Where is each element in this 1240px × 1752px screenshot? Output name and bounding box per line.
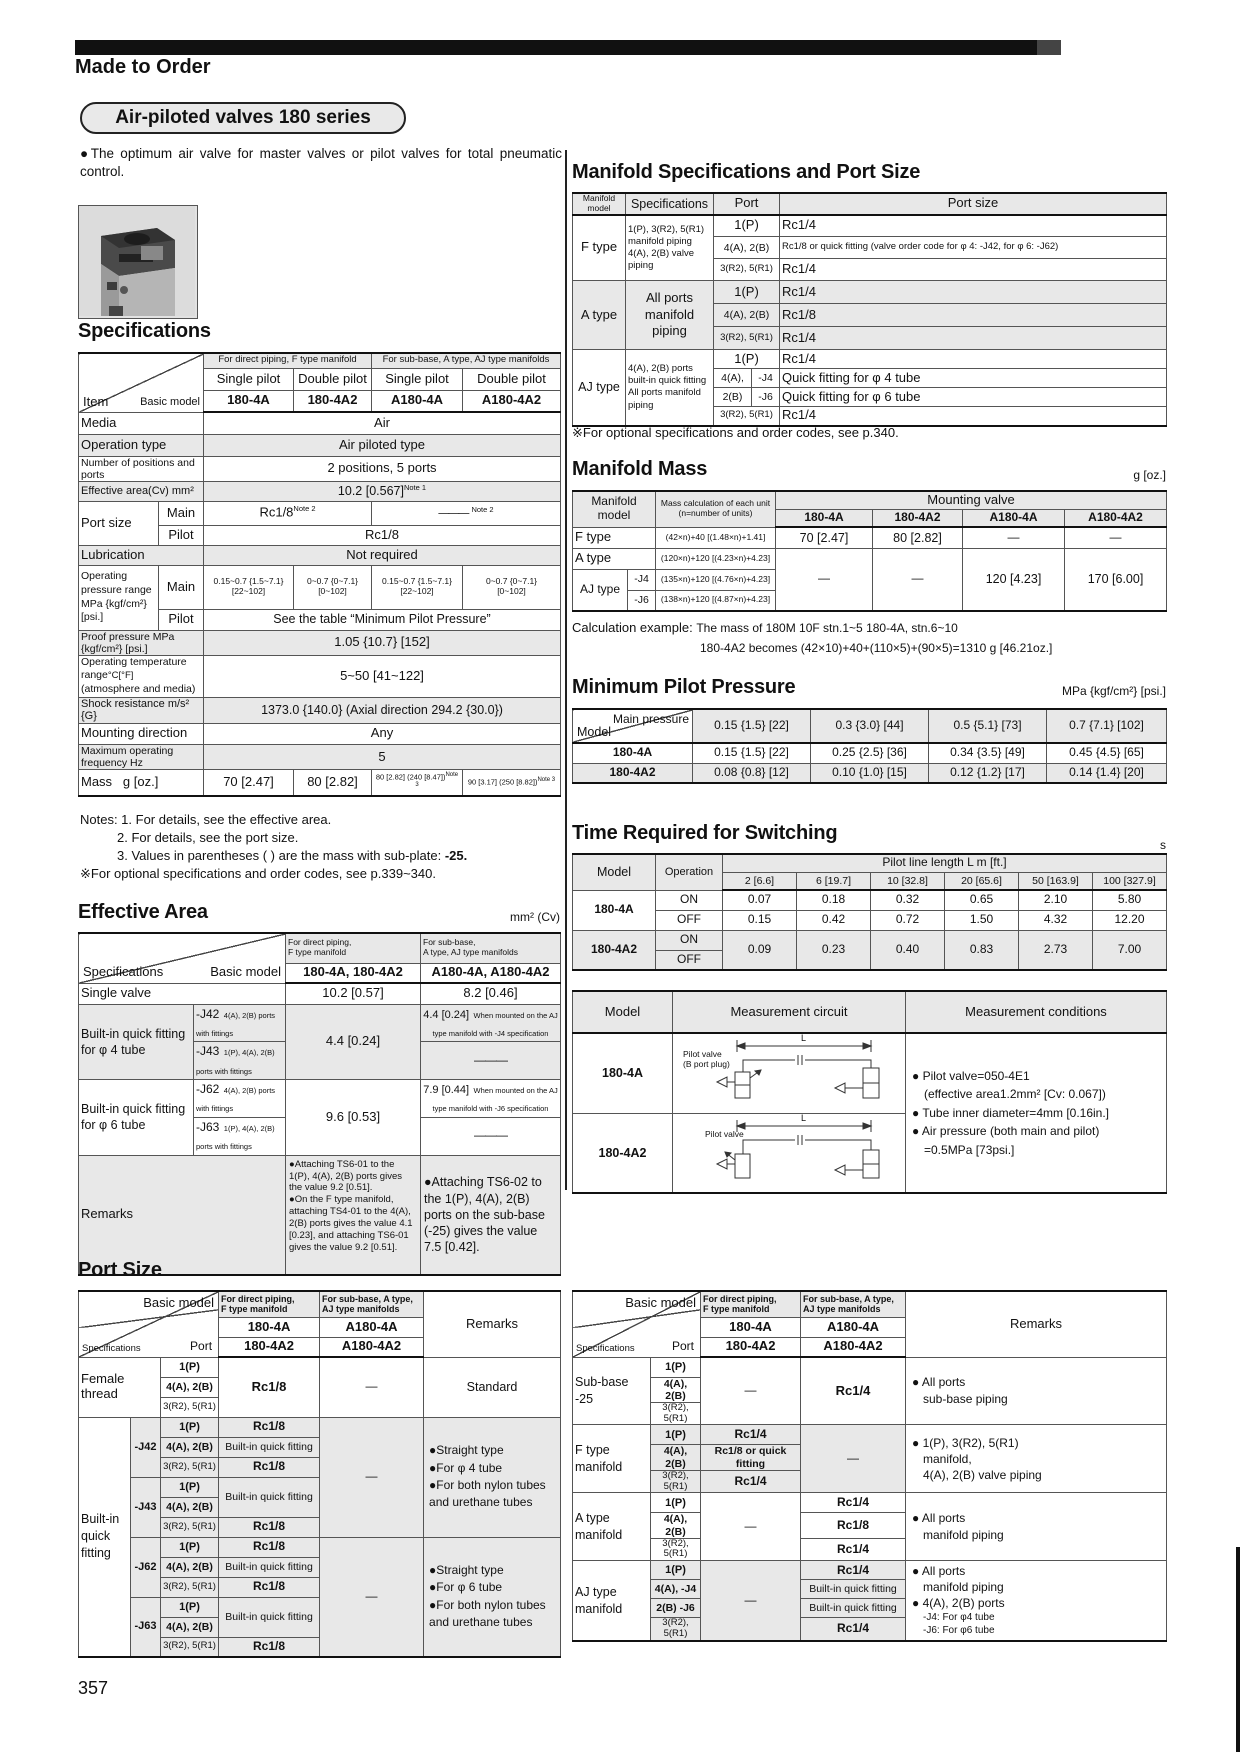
min-pilot-pressure-heading: Minimum Pilot Pressure (572, 676, 796, 698)
effective-area-unit: mm² (Cv) (510, 910, 560, 924)
manifold-mass-table: Manifold model Mass calculation of each unit (n=number of units) Mounting valve 180-4A 180-4A2 A180-4A A180-4A2 F type (42×n)+40 [(1.48×n)+1.41] 70 [2.47] 80 [2.82] — — A type (120×n)+120 [(4.23×n)+4.23] — — 120 [4.23] 170 [6.00] AJ type -J4 (135×n)+120 [(4.76×n)+4.23] -J6 (138×n)+120 [(4.87×n)+4.23] (572, 490, 1166, 612)
manifold-spec-heading: Manifold Specifications and Port Size (572, 161, 921, 183)
page-number: 357 (78, 1678, 109, 1698)
specifications-table: Item Basic model For direct piping, F type manifold For sub-base, A type, AJ type manifolds Single pilot Double pilot Single pilot Double pilot 180-4A 180-4A2 A180-4A A180-4A2 Media Air Operation type Air piloted type Number of positions and ports 2 positions, 5 ports Effective area(Cv) mm² 10.2 $[0.567]^{Note 1}$ Port size Main $Rc1/8^{Note 2}$ ——— $^{Note 2}$ Pilot Rc1/8 Lubrication Not required Operating pressure range MPa {kgf/cm²} [psi.] Main 0.15~0.7 {1.5~7.1} [22~102] 0~0.7 {0~7.1} [0~102] 0.15~0.7 {1.5~7.1} [22~102] 0~0.7 {0~7.1} [0~102] Pilot See the table “Minimum Pilot Pressure” Proof pressure MPa {kgf/cm²} [psi.] 1.05 {10.7} [152] Operating temperature range°C[°F] (atmosphere and media) 5~50 [41~122] Shock resistance m/s² {G} 1373.0 {140.0} (Axial direction 294.2 {30.0}) Mounting direction Any Maximum operating frequency Hz 5 Mass g [oz.] 70 [2.47] 80 [2.82] 80 [2.82] (240 [8.47])$^{Note 3}$ 90 [3.17] (250 [8.82])$^{Note 3}$ (78, 352, 560, 797)
spec-note-3: 3. Values in parentheses ( ) are the mass with sub-plate: -25. (117, 848, 468, 863)
effective-area-heading: Effective Area (78, 901, 208, 923)
measurement-circuit-180-4A2: Pilot valve L (675, 1116, 904, 1190)
port-size-table-left: Specifications Port Basic model For direct piping, F type manifold For sub-base, A type, AJ type manifolds Remarks 180-4A A180-4A 180-4A2 A180-4A2 Female thread 1(P) Rc1/8 — Standard 4(A), 2(B) 3(R2), 5(R1) Built-in quick fitting -J42 1(P) Rc1/8 — ●Straight type ●For φ 4 tube ●For both nylon tubes and urethane tubes 4(A), 2(B) Built-in quick fitting 3(R2), 5(R1) Rc1/8 -J43 1(P) Built-in quick fitting 4(A), 2(B) 3(R2), 5(R1) Rc1/8 -J62 1(P) Rc1/8 — ●Straight type ●For φ 6 tube ●For both nylon tubes and urethane tubes 4(A), 2(B) Built-in quick fitting 3(R2), 5(R1) Rc1/8 -J63 1(P) Built-in quick fitting 4(A), 2(B) 3(R2), 5(R1) Rc1/8 (78, 1290, 560, 1658)
model-A180-4A: A180-4A (372, 390, 463, 412)
made-to-order-heading: Made to Order (75, 56, 211, 78)
spec-note-optional: ※For optional specifications and order codes, see p.339~340. (80, 866, 436, 881)
manifold-spec-table: Manifold model Specifications Port Port size F type 1(P), 3(R2), 5(R1) manifold piping 4(A), 2(B) valve piping 1(P) Rc1/4 4(A), 2(B) Rc1/8 or quick fitting (valve order code for φ 4: -J42, for φ 6: -J62) 3(R2), 5(R1) Rc1/4 A type All ports manifold piping 1(P) Rc1/4 4(A), 2(B) Rc1/8 3(R2), 5(R1) Rc1/4 AJ type 4(A), 2(B) ports built-in quick fitting All ports manifold piping 1(P) Rc1/4 4(A), -J4 Quick fitting for φ 4 tube 2(B) -J6 Quick fitting for φ 6 tube 3(R2), 5(R1) Rc1/4 (572, 192, 1166, 427)
intro-text: ●The optimum air valve for master valves or pilot valves for total pneumatic control. (80, 146, 562, 180)
model-A180-4A2: A180-4A2 (463, 390, 561, 412)
specifications-heading: Specifications (78, 320, 211, 342)
time-switching-table: Model Operation Pilot line length L m [ft.] 2 [6.6] 6 [19.7] 10 [32.8] 20 [65.6] 50 [163.9] 100 [327.9] 180-4A ON 0.07 0.18 0.32 0.65 2.10 5.80 OFF 0.15 0.42 0.72 1.50 4.32 12.20 180-4A2 ON 0.09 0.23 0.40 0.83 2.73 7.00 OFF (572, 853, 1166, 971)
min-pilot-pressure-unit: MPa {kgf/cm²} [psi.] (1061, 684, 1166, 698)
valve-photo (78, 205, 198, 319)
time-switching-heading: Time Required for Switching (572, 822, 838, 844)
measurement-table: Model Measurement circuit Measurement conditions 180-4A Pilot valve (B port plug) L ● Pilot valve=050-4E1 (effective area1.2mm² [Cv: 0.067]) ● Tube inner diameter=4mm [0.16in.] ● Air pressure (both main and pilot) =0.5MPa [73psi.] 180-4A2 Pilot valve L (572, 990, 1166, 1194)
model-180-4A: 180-4A (204, 390, 294, 412)
port-size-table-right: Specifications Port Basic model For direct piping, F type manifold For sub-base, A type, AJ type manifolds Remarks 180-4A A180-4A 180-4A2 A180-4A2 Sub-base -25 1(P) — Rc1/4 ● All ports sub-base piping 4(A), 2(B) 3(R2), 5(R1) F type manifold 1(P) Rc1/4 — ● 1(P), 3(R2), 5(R1) manifold, 4(A), 2(B) valve piping 4(A), 2(B) Rc1/8 or quick fitting 3(R2), 5(R1) Rc1/4 A type manifold 1(P) — Rc1/4 ● All ports manifold piping 4(A), 2(B) Rc1/8 3(R2), 5(R1) Rc1/4 AJ type manifold 1(P) — Rc1/4 ● All ports manifold piping ● 4(A), 2(B) ports -J4: For φ4 tube -J6: For φ6 tube 4(A), -J4 Built-in quick fitting 2(B) -J6 Built-in quick fitting 3(R2), 5(R1) Rc1/4 (572, 1290, 1166, 1642)
model-180-4A2: 180-4A2 (294, 390, 372, 412)
measurement-circuit-180-4A: Pilot valve (B port plug) L (675, 1036, 904, 1110)
page-edge-mark (1236, 1547, 1240, 1752)
series-title-pill: Air-piloted valves 180 series (80, 102, 406, 134)
spec-note-2: 2. For details, see the port size. (117, 830, 299, 845)
valve-photo-art (79, 206, 195, 316)
circuit-diagram-icon (675, 1036, 904, 1110)
time-switching-unit: s (1160, 838, 1166, 852)
min-pilot-pressure-table: Main pressure Model 0.15 {1.5} [22] 0.3 {3.0} [44] 0.5 {5.1} [73] 0.7 {7.1} [102] 180-4A 0.15 {1.5} [22] 0.25 {2.5} [36] 0.34 {3.5} [49] 0.45 {4.5} [65] 180-4A2 0.08 {0.8} [12] 0.10 {1.0} [15] 0.12 {1.2} [17] 0.14 {1.4} [20] (572, 708, 1166, 784)
spec-corner-basic-model: Basic model (140, 395, 200, 408)
manifold-spec-note: ※For optional specifications and order codes, see p.340. (572, 425, 899, 440)
top-bar (75, 40, 1037, 55)
port-size-heading: Port Size (78, 1259, 162, 1281)
spec-note-1: Notes: 1. For details, see the effective area. (80, 812, 332, 827)
spec-corner-item: Item (83, 393, 109, 409)
manifold-mass-unit: g [oz.] (1133, 468, 1166, 482)
circuit-diagram-icon (675, 1116, 904, 1190)
effective-area-table: Specifications Basic model For direct piping, F type manifold For sub-base, A type, AJ type manifolds 180-4A, 180-4A2 A180-4A, A180-4A2 Single valve 10.2 [0.57] 8.2 [0.46] Built-in quick fitting for φ 4 tube -J42 4(A), 2(B) ports with fittings 4.4 [0.24] 4.4 [0.24] When mounted on the AJ type manifold with -J4 specification -J43 1(P), 4(A), 2(B) ports with fittings ——— Built-in quick fitting for φ 6 tube -J62 4(A), 2(B) ports with fittings 9.6 [0.53] 7.9 [0.44] When mounted on the AJ type manifold with -J6 specification -J63 1(P), 4(A), 2(B) ports with fittings ——— Remarks ●Attaching TS6-01 to the 1(P), 4(A), 2(B) ports gives the value 9.2 [0.51]. ●On the F type manifold, attaching TS4-01 to the 4(A), 2(B) ports gives the value 4.1 [0.23], and attaching TS6-01 gives the value 9.2 [0.51]. ●Attaching TS6-02 to the 1(P), 4(A), 2(B) ports on the sub-base (-25) gives the value 7.5 [0.42]. (78, 932, 560, 1276)
top-bar-end (1037, 40, 1061, 55)
column-divider (565, 150, 567, 1190)
mass-calc-example-2: 180-4A2 becomes (42×10)+40+(110×5)+(90×5)=1310 g [46.21oz.] (700, 641, 1053, 655)
manifold-mass-heading: Manifold Mass (572, 458, 708, 480)
mass-calc-example: Calculation example: The mass of 180M 10F stn.1~5 180-4A, stn.6~10 (572, 620, 958, 635)
